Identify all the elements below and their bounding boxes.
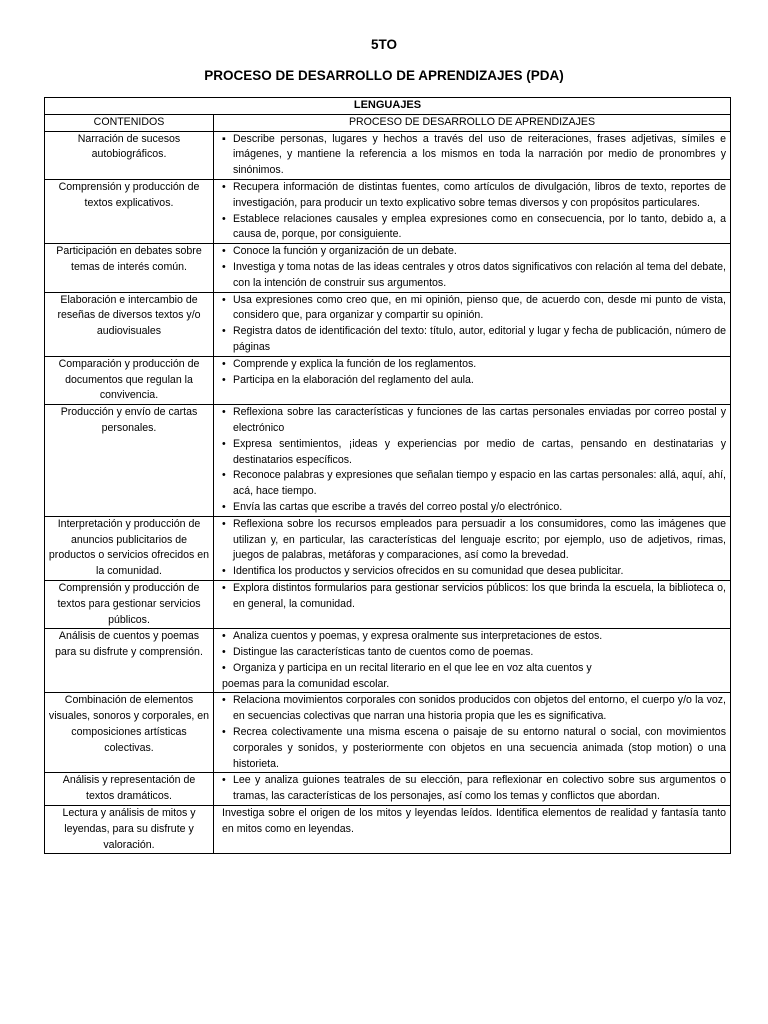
- table-row: [45, 580, 731, 628]
- bullet-icon: •: [222, 373, 226, 386]
- list-item-text: Comprende y explica la función de los reglamentos.: [233, 357, 477, 370]
- bullet-icon: •: [222, 581, 226, 594]
- process-text: Investiga sobre el origen de los mitos y leyendas leídos. Identifica elementos de realidad y fantasía tanto en mitos como en leyendas.: [222, 807, 726, 835]
- list-item: [222, 437, 726, 469]
- content-cell: Producción y envío de cartas personales.: [45, 405, 214, 517]
- table-row: [45, 773, 731, 806]
- table-row: [45, 806, 731, 854]
- content-cell: Comprensión y producción de textos para gestionar servicios públicos.: [45, 580, 214, 628]
- bullet-icon: •: [222, 694, 226, 707]
- process-cell: [214, 773, 731, 806]
- bullet-icon: •: [222, 406, 226, 419]
- content-cell: Elaboración e intercambio de reseñas de diversos textos y/o audiovisuales: [45, 292, 214, 356]
- process-list: [222, 132, 726, 179]
- list-item-text: Reflexiona sobre los recursos empleados para persuadir a los consumidores, como las imágenes que utilizan y, en particular, las características del lenguaje escrito; por ejemplo, uso de adjetivos, rimas, juegos de palabras, metáforas y comparaciones, así como la brevedad.: [233, 517, 726, 562]
- document-title: PROCESO DE DESARROLLO DE APRENDIZAJES (PDA): [204, 68, 564, 83]
- list-item-text: Analiza cuentos y poemas, y expresa oralmente sus interpretaciones de estos.: [233, 630, 603, 643]
- list-item: [222, 500, 726, 516]
- list-item: [222, 244, 726, 260]
- list-item: [222, 324, 726, 356]
- grade-heading: 5TO: [370, 37, 397, 52]
- list-item: [222, 773, 726, 805]
- list-item-text: Envía las cartas que escribe a través del correo postal y/o electrónico.: [233, 500, 563, 513]
- list-item: [222, 725, 726, 772]
- process-list: [222, 773, 726, 805]
- list-item: [222, 693, 726, 725]
- process-list: [222, 581, 726, 613]
- process-list: [222, 693, 726, 772]
- list-item: [222, 661, 726, 677]
- process-list: [222, 517, 726, 580]
- column-header-contenidos: CONTENIDOS: [45, 114, 214, 131]
- list-item: [222, 260, 726, 292]
- process-cell: [214, 179, 731, 243]
- bullet-icon: •: [222, 357, 226, 370]
- list-item-text: Organiza y participa en un recital literario en el que lee en voz alta cuentos y: [233, 661, 592, 674]
- process-cell: [214, 693, 731, 773]
- list-item-text: Usa expresiones como creo que, en mi opinión, pienso que, de acuerdo con, desde mi punto de vista, considero que, para organizar y compartir su opinión.: [233, 293, 726, 322]
- process-cell: [214, 292, 731, 356]
- list-item: [222, 581, 726, 613]
- process-list: [222, 244, 726, 291]
- process-cell: [214, 806, 731, 854]
- bullet-icon: •: [222, 661, 226, 674]
- table-row: [45, 516, 731, 580]
- list-item-text: Investiga y toma notas de las ideas centrales y otros datos significativos con relación al tema del debate, con la intención de construir sus argumentos.: [233, 260, 726, 289]
- column-header-proceso: PROCESO DE DESARROLLO DE APRENDIZAJES: [214, 114, 731, 131]
- content-cell: Comprensión y producción de textos explicativos.: [45, 179, 214, 243]
- bullet-icon: •: [222, 293, 226, 306]
- process-cell: [214, 405, 731, 517]
- process-list: [222, 405, 726, 516]
- table-row: [45, 693, 731, 773]
- table-row: [45, 629, 731, 693]
- content-cell: Narración de sucesos autobiográficos.: [45, 131, 214, 179]
- content-cell: Comparación y producción de documentos que regulan la convivencia.: [45, 356, 214, 404]
- process-cell: [214, 244, 731, 292]
- table-row: [45, 131, 731, 179]
- bullet-icon: •: [222, 245, 226, 258]
- process-cell: [214, 629, 731, 693]
- list-item-text: Lee y analiza guiones teatrales de su elección, para reflexionar en colectivo sobre sus argumentos o tramas, las características de los personajes, así como los temas y conflictos que abordan.: [233, 774, 726, 803]
- list-item: [222, 468, 726, 500]
- list-item-text: Recupera información de distintas fuentes, como artículos de divulgación, libros de texto, reportes de investigación, para producir un texto explicativo sobre temas diversos y con propósitos particulares.: [233, 180, 726, 209]
- continuation-text: poemas para la comunidad escolar.: [222, 677, 390, 690]
- table-body: [45, 131, 731, 854]
- bullet-icon: ▪: [222, 132, 226, 145]
- bullet-icon: •: [222, 469, 226, 482]
- bullet-icon: •: [222, 325, 226, 338]
- bullet-icon: •: [222, 726, 226, 739]
- bullet-icon: •: [222, 774, 226, 787]
- process-list: [222, 629, 726, 676]
- content-cell: Lectura y análisis de mitos y leyendas, para su disfrute y valoración.: [45, 806, 214, 854]
- table-row: [45, 292, 731, 356]
- bullet-icon: •: [222, 212, 226, 225]
- list-item: [222, 180, 726, 212]
- list-item-text: Relaciona movimientos corporales con sonidos producidos con objetos del entorno, el cuerpo y/o la voz, en secuencias colectivas que narran una historia propia que les es significativa.: [233, 694, 726, 723]
- list-item-text: Recrea colectivamente una misma escena o paisaje de su entorno natural o social, con movimientos corporales y sonidos, y posteriormente con objetos en una secuencia animada (stop motion) o una historieta.: [233, 726, 726, 770]
- list-item-text: Participa en la elaboración del reglamento del aula.: [233, 373, 474, 386]
- list-item: [222, 629, 726, 645]
- table-row: [45, 179, 731, 243]
- bullet-icon: •: [222, 437, 226, 450]
- list-item-text: Registra datos de identificación del texto: título, autor, editorial y lugar y fecha de publicación, número de páginas: [233, 325, 726, 353]
- section-title: LENGUAJES: [45, 98, 731, 115]
- content-cell: Combinación de elementos visuales, sonoros y corporales, en composiciones artísticas colectivas.: [45, 693, 214, 773]
- bullet-icon: •: [222, 260, 226, 273]
- content-cell: Interpretación y producción de anuncios publicitarios de productos o servicios ofrecidos en la comunidad.: [45, 516, 214, 580]
- process-cell: [214, 580, 731, 628]
- list-item: [222, 212, 726, 244]
- content-cell: Análisis y representación de textos dramáticos.: [45, 773, 214, 806]
- list-item: [222, 357, 726, 373]
- list-item: [222, 405, 726, 437]
- bullet-icon: •: [222, 517, 226, 530]
- list-item-text: Identifica los productos y servicios ofrecidos en su comunidad que desea publicitar.: [233, 565, 624, 578]
- list-item-text: Reflexiona sobre las características y funciones de las cartas personales enviadas por correo postal y electrónico: [233, 406, 726, 434]
- list-item-text: Distingue las características tanto de cuentos como de poemas.: [233, 646, 534, 659]
- bullet-icon: •: [222, 500, 226, 513]
- bullet-icon: •: [222, 180, 226, 193]
- bullet-icon: •: [222, 630, 226, 643]
- list-item-text: Conoce la función y organización de un debate.: [233, 245, 457, 258]
- content-cell: Análisis de cuentos y poemas para su disfrute y comprensión.: [45, 629, 214, 693]
- list-item: [222, 293, 726, 325]
- bullet-icon: •: [222, 565, 226, 578]
- list-item-text: Reconoce palabras y expresiones que señalan tiempo y espacio en las cartas personales: allá, aquí, ahí, acá, hace tiempo.: [233, 469, 726, 498]
- pda-table: [44, 97, 731, 854]
- list-item-text: Expresa sentimientos, ¡ideas y experiencias por medio de cartas, pensando en destinatarias y destinatarios específicos.: [233, 437, 726, 466]
- list-item: [222, 517, 726, 564]
- process-list: [222, 293, 726, 356]
- process-cell: [214, 516, 731, 580]
- table-row: [45, 244, 731, 292]
- list-item: [222, 132, 726, 179]
- process-cell: [214, 356, 731, 404]
- table-row: [45, 405, 731, 517]
- content-cell: Participación en debates sobre temas de interés común.: [45, 244, 214, 292]
- process-list: [222, 180, 726, 243]
- list-item-text: Establece relaciones causales y emplea expresiones como en consecuencia, por lo tanto, debido a, a causa de, porque, por consiguiente.: [233, 212, 726, 241]
- list-item: [222, 564, 726, 580]
- process-list: [222, 357, 726, 389]
- bullet-icon: •: [222, 646, 226, 659]
- table-row: [45, 356, 731, 404]
- list-item-text: Explora distintos formularios para gestionar servicios públicos: los que brinda la escuela, la biblioteca o, en general, la comunidad.: [233, 581, 726, 610]
- process-cell: [214, 131, 731, 179]
- list-item-text: Describe personas, lugares y hechos a través del uso de reiteraciones, frases adjetivas, símiles e imágenes, y mantiene la referencia a los mismos en toda la narración por medio de pronombres y sinónimos.: [233, 132, 726, 177]
- list-item: [222, 645, 726, 661]
- list-item: [222, 373, 726, 389]
